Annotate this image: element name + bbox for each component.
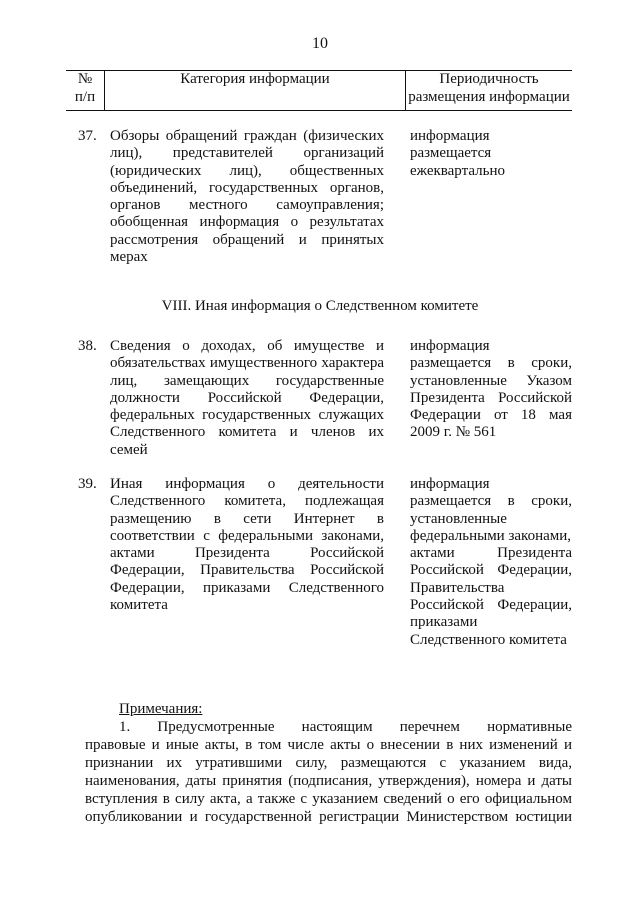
category-line: комитета: [110, 597, 168, 614]
category-line: мерах: [110, 249, 148, 266]
page-number: 10: [312, 35, 328, 52]
row-category: [110, 128, 384, 266]
header-num-line2: п/п: [74, 89, 96, 105]
category-line: органов местного самоуправления;: [110, 197, 384, 214]
period-line: Федерации от 18 мая: [410, 407, 572, 424]
period-line: Российской Федерации,: [410, 597, 572, 614]
period-line: Президента Российской: [410, 389, 572, 406]
row-period: [410, 338, 572, 442]
category-line: соответствии с федеральными законами,: [110, 527, 384, 544]
header-bottom-rule: [66, 110, 572, 111]
notes-line: опубликовании и государственной регистрации Министерством юстиции: [85, 809, 572, 825]
category-line: актами Президента Российской: [110, 545, 384, 562]
period-line: Правительства: [410, 579, 505, 596]
period-line: приказами: [410, 614, 478, 631]
category-line: федеральных государственных служащих: [110, 407, 384, 424]
notes-line: вступления в силу акта, а также с указанием сведений о его официальном: [85, 791, 572, 807]
category-line: должности Российской Федерации,: [110, 389, 384, 406]
header-num: [66, 70, 104, 106]
period-line: актами Президента: [410, 545, 572, 562]
period-line: размещается в сроки,: [410, 493, 572, 510]
category-line: Сведения о доходах, об имуществе и: [110, 338, 384, 354]
category-line: Федерации, Правительства Российской: [110, 562, 384, 579]
category-line: Иная информация о деятельности: [110, 476, 384, 492]
header-category: Категория информации: [180, 71, 330, 87]
row-period: [410, 128, 572, 180]
category-line: рассмотрения обращений и принятых: [110, 231, 384, 248]
notes-paragraph: [85, 700, 572, 826]
category-line: (юридических лиц), общественных: [110, 162, 384, 179]
period-line: федеральными законами,: [410, 527, 572, 544]
period-line: информация: [410, 338, 490, 354]
category-line: лиц, замещающих государственные: [110, 372, 384, 389]
period-line: установленные Указом: [410, 372, 572, 389]
header-period-line2: размещения информации: [408, 89, 570, 105]
period-line: размещается в сроки,: [410, 355, 572, 372]
row-period: [410, 476, 572, 649]
header-num-line1: №: [77, 71, 93, 87]
row-number: 38.: [78, 338, 97, 354]
period-line: Следственного комитета: [410, 631, 567, 648]
row-category: [110, 476, 384, 614]
period-line: информация: [410, 128, 490, 144]
period-line: 2009 г. № 561: [410, 424, 497, 441]
section-title: VIII. Иная информация о Следственном комитете: [161, 298, 479, 314]
category-line: обобщенная информация о результатах: [110, 214, 384, 231]
row-number: 39.: [78, 476, 97, 492]
category-line: семей: [110, 441, 148, 458]
category-line: размещению в сети Интернет в: [110, 510, 384, 527]
header-period-line1: Периодичность: [439, 71, 539, 87]
row-category: [110, 338, 384, 459]
category-line: Следственного комитета, подлежащая: [110, 493, 384, 510]
notes-line: 1. Предусмотренные настоящим перечнем нормативные: [119, 719, 572, 735]
category-line: Обзоры обращений граждан (физических: [110, 128, 384, 144]
notes-line: наименования, даты принятия (подписания, утверждения), номера и даты: [85, 773, 572, 789]
period-line: ежеквартально: [410, 162, 505, 179]
category-line: объединений, государственных органов,: [110, 179, 384, 196]
notes-line: признании их утратившими силу, размещаются с указанием вида,: [85, 755, 572, 771]
period-line: размещается: [410, 145, 492, 162]
header-period: [406, 70, 572, 106]
notes-first-line: [85, 700, 572, 736]
notes-label: Примечания:: [119, 701, 203, 717]
category-line: лиц), представителей организаций: [110, 145, 384, 162]
category-line: обязательствах имущественного характера: [110, 355, 384, 372]
row-number: 37.: [78, 128, 97, 144]
category-line: Следственного комитета и членов их: [110, 424, 384, 441]
period-line: установленные: [410, 510, 507, 527]
period-line: Российской Федерации,: [410, 562, 572, 579]
category-line: Федерации, приказами Следственного: [110, 579, 384, 596]
period-line: информация: [410, 476, 490, 492]
notes-line: правовые и иные акты, в том числе акты о внесении в них изменений и: [85, 737, 572, 753]
